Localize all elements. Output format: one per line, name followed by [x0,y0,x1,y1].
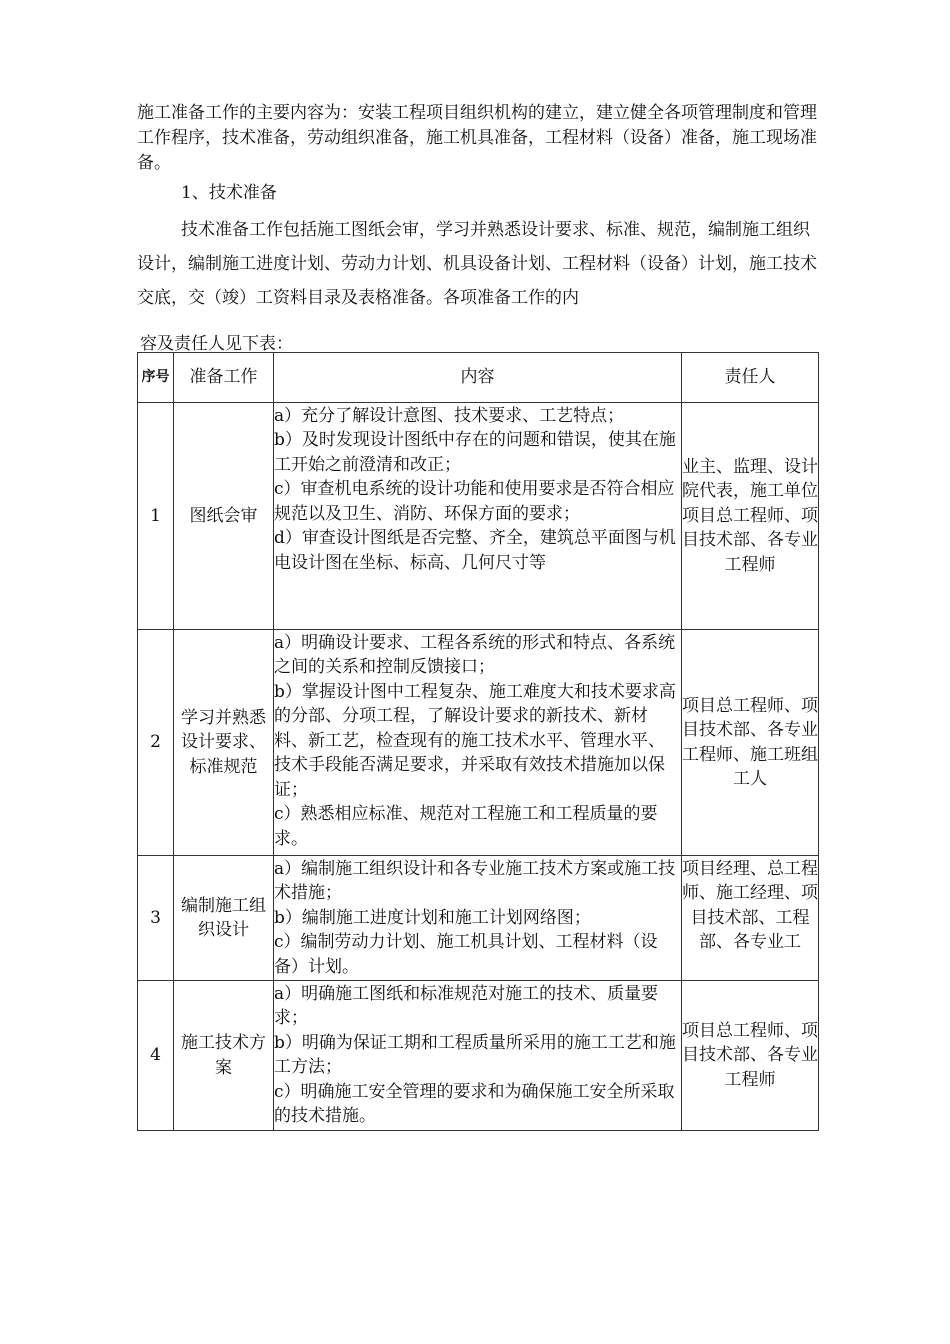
row-responsible: 业主、监理、设计院代表，施工单位项目总工程师、项目技术部、各专业工程师 [682,403,819,630]
content-line: a）明确设计要求、工程各系统的形式和特点、各系统之间的关系和控制反馈接口； [274,632,676,677]
content-line: b）编制施工进度计划和施工计划网络图； [274,907,591,928]
header-responsible: 责任人 [682,353,819,403]
content-line: a）充分了解设计意图、技术要求、工艺特点； [274,405,625,426]
intro-paragraph: 施工准备工作的主要内容为：安装工程项目组织机构的建立，建立健全各项管理制度和管理工作程序，技术准备，劳动组织准备，施工机具准备，工程材料（设备）准备，施工现场准备。 [137,103,817,173]
row-item: 施工技术方案 [174,981,274,1131]
table-row [138,856,819,981]
section-body-tail: 容及责任人见下表： [140,334,293,354]
row-no: 3 [138,856,174,981]
content-line: b）掌握设计图中工程复杂、施工难度大和技术要求高的分部、分项工程，了解设计要求的新技术、新材料、新工艺，检查现有的施工技术水平、管理水平、技术手段能否满足要求，并采取有效技术措施加以保证； [274,681,676,800]
preparation-table [137,352,819,1131]
table-header-row [138,353,819,403]
content-line: d）审查设计图纸是否完整、齐全，建筑总平面图与机电设计图在坐标、标高、几何尺寸等 [274,528,676,573]
table-row [138,981,819,1131]
row-content [274,981,682,1131]
row-no: 2 [138,630,174,856]
row-no: 1 [138,403,174,630]
content-line: b）及时发现设计图纸中存在的问题和错误，使其在施工开始之前澄清和改正； [274,430,676,475]
row-content [274,403,682,630]
table-row [138,403,819,630]
row-responsible: 项目总工程师、项目技术部、各专业工程师 [682,981,819,1131]
content-line: c）熟悉相应标准、规范对工程施工和工程质量的要求。 [274,804,658,849]
section-body: 技术准备工作包括施工图纸会审，学习并熟悉设计要求、标准、规范，编制施工组织设计，编制施工进度计划、劳动力计划、机具设备计划、工程材料（设备）计划，施工技术交底，交（竣）工资料目录及表格准备。各项准备工作的内 [137,220,817,308]
header-content: 内容 [274,353,682,403]
row-item: 图纸会审 [174,403,274,630]
row-content [274,630,682,856]
content-line: c）编制劳动力计划、施工机具计划、工程材料（设备）计划。 [274,932,658,977]
table-row [138,630,819,856]
row-content [274,856,682,981]
content-line: a）编制施工组织设计和各专业施工技术方案或施工技术措施； [274,858,676,903]
header-item: 准备工作 [174,353,274,403]
content-line: a）明确施工图纸和标准规范对施工的技术、质量要求； [274,983,659,1028]
content-line: c）审查机电系统的设计功能和使用要求是否符合相应规范以及卫生、消防、环保方面的要求； [274,479,675,524]
section-heading: 1、技术准备 [181,183,277,203]
content-line: c）明确施工安全管理的要求和为确保施工安全所采取的技术措施。 [274,1081,675,1126]
row-item: 编制施工组织设计 [174,856,274,981]
row-responsible: 项目经理、总工程师、施工经理、项目技术部、工程部、各专业工 [682,856,819,981]
row-no: 4 [138,981,174,1131]
row-responsible: 项目总工程师、项目技术部、各专业工程师、施工班组工人 [682,630,819,856]
row-item: 学习并熟悉设计要求、标准规范 [174,630,274,856]
header-no: 序号 [138,353,174,403]
content-line: b）明确为保证工期和工程质量所采用的施工工艺和施工方法； [274,1032,676,1077]
